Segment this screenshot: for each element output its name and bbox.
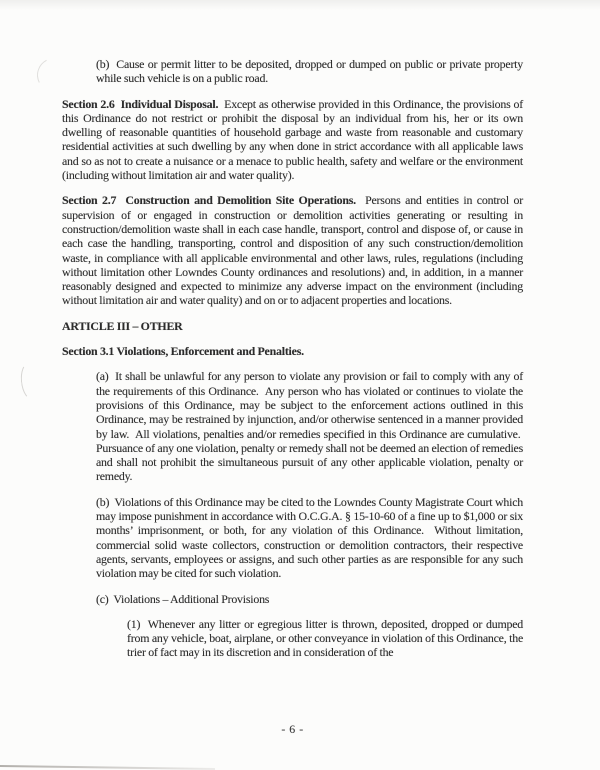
document-paragraph bbox=[62, 344, 523, 358]
document-paragraph bbox=[62, 193, 523, 307]
scan-crease-arc-icon bbox=[19, 361, 43, 401]
paragraph-text: (b) Cause or permit litter to be deposited, dropped or dumped on public or private property while such vehicle is on a public road. bbox=[96, 57, 523, 86]
paragraph-text: (1) Whenever any litter or egregious litter is thrown, deposited, dropped or dumped from any vehicle, boat, airplane, or other conveyance in violation of this Ordinance, the trier of fact may in its discretion and in consideration of the bbox=[127, 616, 523, 660]
paragraph-lead-bold: Section 2.6 Individual Disposal. bbox=[62, 96, 219, 111]
document-paragraph bbox=[62, 97, 523, 183]
document-paragraph bbox=[96, 369, 523, 483]
scan-edge-shadow bbox=[0, 765, 215, 770]
paragraph-lead-bold: Section 3.1 Violations, Enforcement and Penalties. bbox=[62, 344, 304, 359]
paragraph-lead-bold: ARTICLE III – OTHER bbox=[62, 318, 183, 333]
paragraph-text: (a) It shall be unlawful for any person to violate any provision or fail to comply with any of the requirements of this Ordinance. Any person who has violated or continues to violate the provisions of this Ordinance, may be subject to the enforcement actions outlined in this Ordinance, may be restrained by injunction, and/or otherwise sentenced in a manner provided by law. All violations, penalties and/or remedies specified in this Ordinance are cumulative. Pursuance of any one violation, penalty or remedy shall not be deemed an election of remedies and shall not prohibit the simultaneous pursuit of any other applicable violation, penalty or remedy. bbox=[96, 369, 523, 484]
paragraph-text: (c) Violations – Additional Provisions bbox=[96, 591, 270, 606]
document-paragraph bbox=[96, 57, 523, 86]
document-paragraph bbox=[62, 319, 523, 333]
paragraph-text: (b) Violations of this Ordinance may be cited to the Lowndes County Magistrate Court which may impose punishment in accordance with O.C.G.A. § 15-10-60 of a fine up to $1,000 or six months’ imprisonment, or both, for any violation of this Ordinance. Without limitation, commercial solid waste collectors, construction or demolition contractors, their respective agents, servants, employees or assigns, and such other parties as are responsible for any such violation may be cited for such violation. bbox=[96, 494, 523, 581]
paragraph-lead-bold: Section 2.7 Construction and Demolition Site Operations. bbox=[62, 193, 356, 208]
document-paragraph bbox=[127, 617, 523, 660]
document-paragraph bbox=[96, 592, 523, 606]
document-paragraph bbox=[96, 495, 523, 581]
paragraph-text: Except as otherwise provided in this Ordinance, the provisions of this Ordinance do not restrict or prohibit the disposal by an individual from his, her or its own dwelling of reasonable quantities of household garbage and waste from reasonable and customary residential activities at such dwelling by any when done in strict accordance with all applicable laws and so as not to create a nuisance or a menace to public health, safety and welfare or the environment (including without limitation air and water quality). bbox=[62, 96, 523, 183]
document-body bbox=[62, 57, 523, 671]
paragraph-text: Persons and entities in control or supervision of or engaged in construction or demolition activities generating or resulting in construction/demolition waste shall in each case handle, transport, control and dispose of, or cause in each case the handling, transporting, control and disposition of any such construction/demolition waste, in compliance with all applicable environmental and other laws, rules, regulations (including without limitation other Lowndes County ordinances and resolutions) and, in addition, in a manner reasonably designed and expected to minimize any adverse impact on the environment (including without limitation air and water quality) and on or to adjacent properties and locations. bbox=[62, 193, 523, 308]
page-number: - 6 - bbox=[281, 722, 304, 736]
